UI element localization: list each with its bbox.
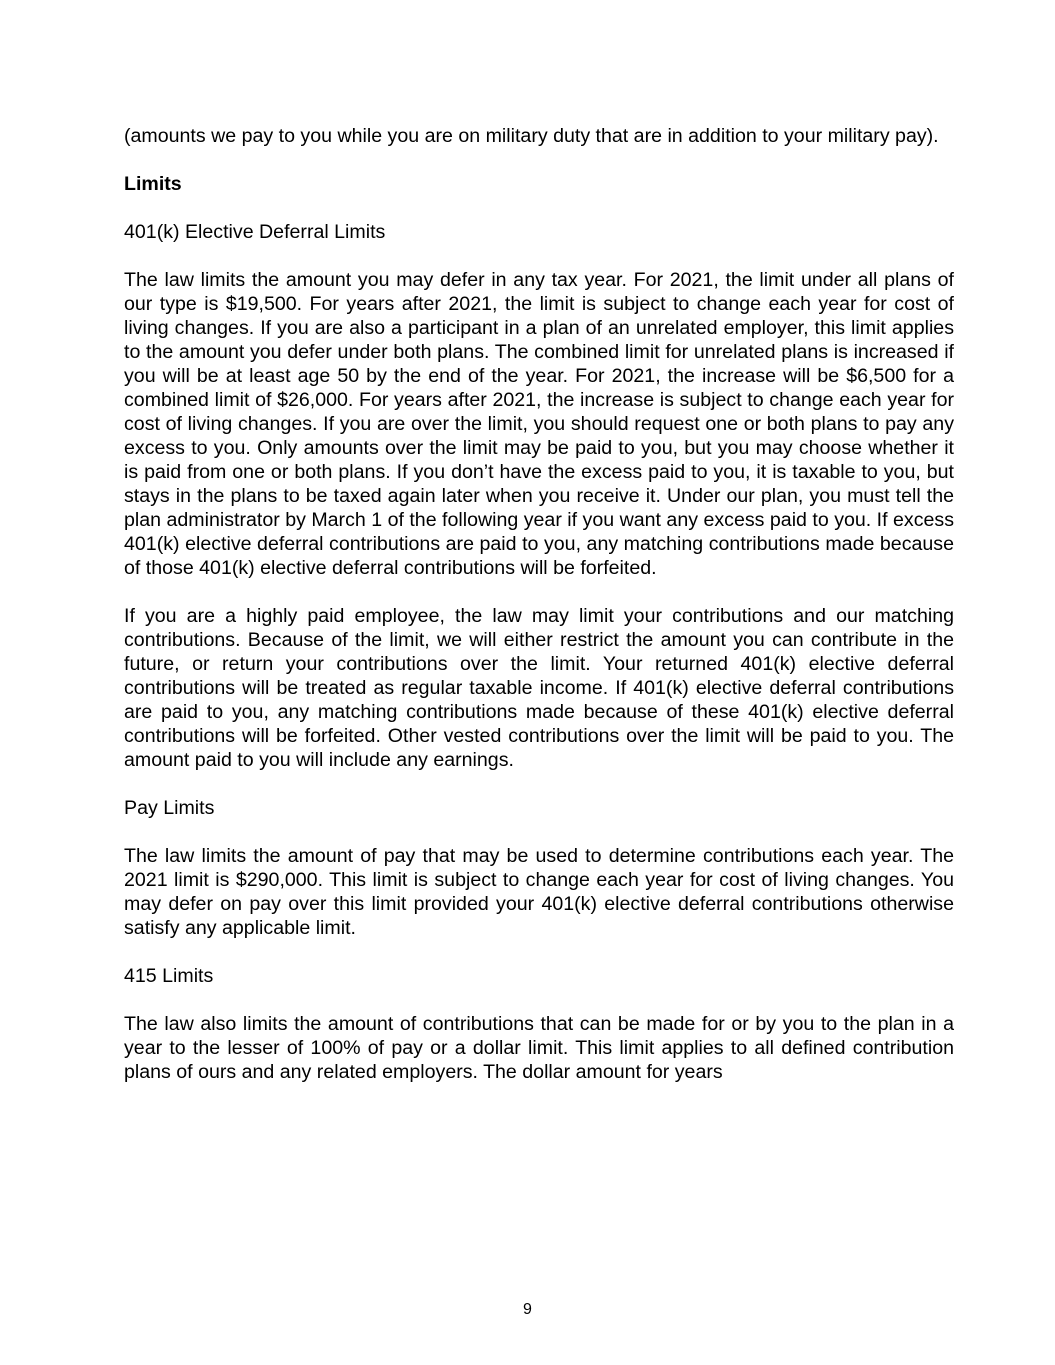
page-number: 9: [523, 1301, 532, 1318]
elective-deferral-limits-subheading: 401(k) Elective Deferral Limits: [124, 221, 386, 243]
pay-limits-subheading: Pay Limits: [124, 797, 215, 819]
limits-heading: Limits: [124, 173, 182, 195]
415-limits-paragraph: The law also limits the amount of contributions that can be made for or by you to the plan in a year to the lesser of 100% of pay or a dollar limit. This limit applies to all defined contribution plans of ours and any related employers. The dollar amount for years: [124, 1013, 954, 1083]
page-body: [124, 124, 954, 1108]
highly-paid-employee-paragraph: If you are a highly paid employee, the law may limit your contributions and our matching contributions. Because of the limit, we will either restrict the amount you can contribute in the future, or return your contributions over the limit. Your returned 401(k) elective deferral contributions will be treated as regular taxable income. If 401(k) elective deferral contributions are paid to you, any matching contributions made because of these 401(k) elective deferral contributions will be forfeited. Other vested contributions over the limit will be paid to you. The amount paid to you will include any earnings.: [124, 605, 954, 771]
elective-deferral-limits-paragraph: The law limits the amount you may defer in any tax year. For 2021, the limit under all plans of our type is $19,500. For years after 2021, the limit is subject to change each year for cost of living changes. If you are also a participant in a plan of an unrelated employer, this limit applies to the amount you defer under both plans. The combined limit for unrelated plans is increased if you will be at least age 50 by the end of the year. For 2021, the increase will be $6,500 for a combined limit of $26,000. For years after 2021, the increase is subject to change each year for cost of living changes. If you are over the limit, you should request one or both plans to pay any excess to you. Only amounts over the limit may be paid to you, but you may choose whether it is paid from one or both plans. If you don’t have the excess paid to you, it is taxable to you, but stays in the plans to be taxed again later when you receive it. Under our plan, you must tell the plan administrator by March 1 of the following year if you want any excess paid to you. If excess 401(k) elective deferral contributions are paid to you, any matching contributions made because of those 401(k) elective deferral contributions will be forfeited.: [124, 269, 954, 579]
military-pay-continuation: (amounts we pay to you while you are on military duty that are in addition to your military pay).: [124, 125, 939, 147]
pay-limits-paragraph: The law limits the amount of pay that may be used to determine contributions each year. The 2021 limit is $290,000. This limit is subject to change each year for cost of living changes. You may defer on pay over this limit provided your 401(k) elective deferral contributions otherwise satisfy any applicable limit.: [124, 845, 954, 939]
415-limits-subheading: 415 Limits: [124, 965, 214, 987]
